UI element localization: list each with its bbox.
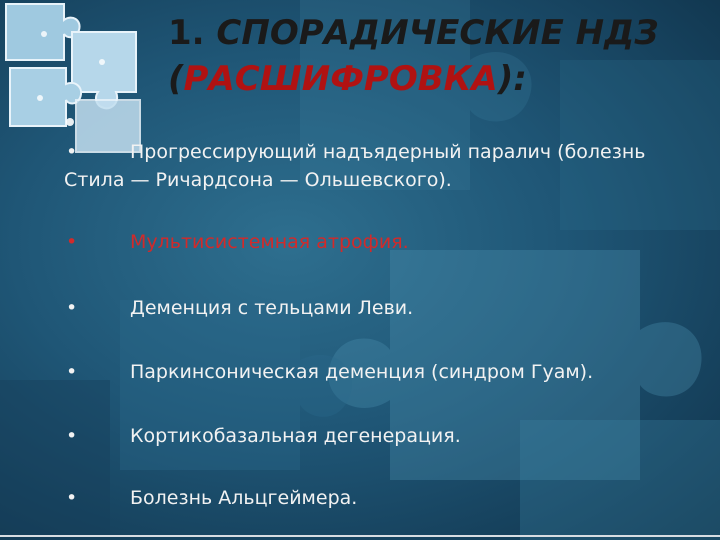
list-item-text: Кортикобазальная дегенерация.: [130, 425, 461, 447]
bullet-icon: •: [66, 425, 78, 447]
title-highlight: РАСШИФРОВКА: [183, 59, 498, 99]
list-item-text: Мультисистемная атрофия.: [130, 231, 409, 253]
list-item-text: Деменция с тельцами Леви.: [130, 297, 414, 319]
list-item-text-continued: Стила — Ричардсона — Ольшевского).: [64, 169, 452, 191]
title-number: 1.: [168, 13, 217, 53]
bullet-icon: •: [66, 361, 78, 383]
list-item-text: Болезнь Альцгеймера.: [130, 487, 358, 509]
list-item-text: Прогрессирующий надъядерный паралич (болезнь: [130, 141, 646, 163]
title-paren-open: (: [168, 59, 184, 99]
bullet-icon: •: [66, 297, 78, 319]
title-paren-close: ):: [497, 59, 527, 99]
bullet-icon: •: [66, 231, 78, 253]
bottom-divider: [0, 535, 720, 537]
list-item-text: Паркинсоническая деменция (синдром Гуам).: [130, 361, 594, 383]
title-main: СПОРАДИЧЕСКИЕ НДЗ: [216, 13, 659, 53]
bullet-icon: •: [66, 487, 78, 509]
bullet-icon: •: [66, 141, 78, 163]
